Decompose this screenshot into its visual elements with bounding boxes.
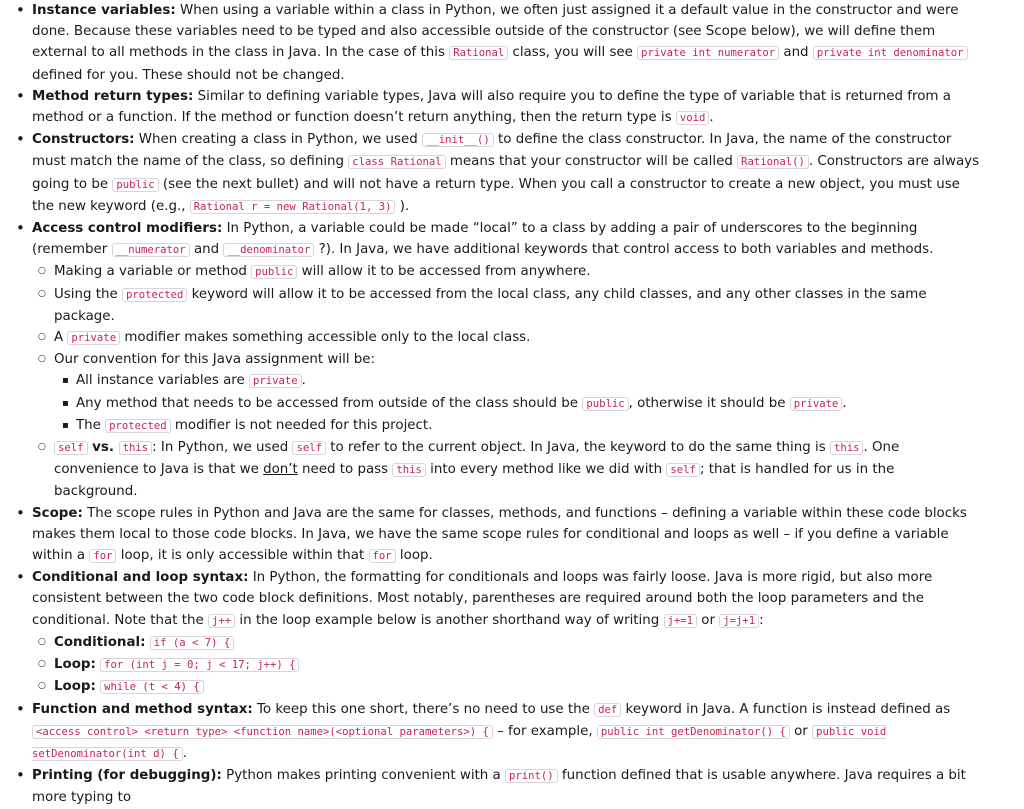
list-item-constructors: • Constructors: When creating a class in Python, we used __init__() to define the class constructor. In Java, the name of the constructor must match the name of the class, so defining class Rational means that your constructor will be called Rational() . Constructors are always going to be public (see the next bullet) and will not have a return type. When you call a constructor to create a new object, you must use the new keyword (e.g., Rational r = new Rational(1, 3) ). <box>32 129 982 218</box>
inline-code: this <box>392 463 426 477</box>
inline-code: Rational() <box>737 155 809 169</box>
term: Constructors: <box>32 132 135 148</box>
inline-code: j++ <box>208 614 235 628</box>
sub-item-self-vs-this: ○ self vs. this : In Python, we used self to refer to the current object. In Java, the keyword to do the same thing is this . One convenience to Java is that we don’t need to pass this into every method like we did with self ; that is handled for us in the background. <box>54 437 982 503</box>
inline-code: self <box>54 441 88 455</box>
convention-item: ▪ The protected modifier is not needed for this project. <box>76 415 982 437</box>
inline-code: public <box>251 265 297 279</box>
sub-item-public: ○ Making a variable or method public will allow it to be accessed from anywhere. <box>54 261 982 283</box>
inline-code: private int numerator <box>637 46 779 60</box>
convention-sublist <box>54 370 982 437</box>
inline-code: private <box>67 331 120 345</box>
inline-code: public int getDenominator() { <box>597 725 790 739</box>
list-item-conditional-loop: • Conditional and loop syntax: In Python, the formatting for conditionals and loops was fairly loose. Java is more rigid, but also more consistent between the two code block definitions. Most notably, parentheses are required around both the loop parameters and the conditional. Note that the j++ in the loop example below is another shorthand way of writing j+=1 or j=j+1 : ○ Conditional: if (a < 7) { ○ Loop: for (int j = 0; j < 17; j++) { ○ Loop: while (t < 4) { <box>32 567 982 698</box>
inline-code: this <box>830 441 864 455</box>
inline-code: j+=1 <box>664 614 698 628</box>
inline-code: self <box>666 463 700 477</box>
term: Function and method syntax: <box>32 701 253 717</box>
list-item-scope: • Scope: The scope rules in Python and Java are the same for classes, methods, and functions – defining a variable within these code blocks makes them local to those code blocks. In Java, we have the same scope rules for conditional and loops as well – if you define a variable within a for loop, it is only accessible within that for loop. <box>32 503 982 568</box>
inline-code: __init__() <box>422 133 494 147</box>
syntax-sublist <box>32 632 982 699</box>
inline-code: Rational r = new Rational(1, 3) <box>190 200 396 214</box>
term: Scope: <box>32 505 83 521</box>
term: Printing (for debugging): <box>32 768 222 784</box>
inline-code: public void setDenominator(int d) { <box>32 725 887 760</box>
inline-code: void <box>676 111 710 125</box>
convention-item: ▪ All instance variables are private . <box>76 370 982 392</box>
inline-code: public <box>582 397 628 411</box>
inline-code: protected <box>105 419 170 433</box>
list-item-method-return-types: • Method return types: Similar to defining variable types, Java will also require you to define the type of variable that is returned from a method or a function. If the method or function doesn’t return anything, then the return type is void . <box>32 86 982 129</box>
inline-code: while (t < 4) { <box>100 680 204 694</box>
term: Method return types: <box>32 88 194 104</box>
inline-code: self <box>292 441 326 455</box>
sub-item-while-loop: ○ Loop: while (t < 4) { <box>54 676 982 698</box>
inline-code: print() <box>505 769 558 783</box>
sub-item-protected: ○ Using the protected keyword will allow it to be accessed from the local class, any child classes, and any other classes in the same package. <box>54 284 982 327</box>
guidelines-list <box>32 0 982 809</box>
inline-code: for <box>369 549 396 563</box>
inline-code: __numerator <box>112 243 190 257</box>
term: Access control modifiers: <box>32 221 223 237</box>
list-item-access-control: • Access control modifiers: In Python, a variable could be made “local” to a class by adding a pair of underscores to the beginning (remember __numerator and __denominator ?). In Java, we have additional keywords that control access to both variables and methods. ○ Making a variable or method public will allow it to be accessed from anywhere. ○ Using the protected keyword will allow it to be accessed from the local class, any child classes, and any other classes in the same package. ○ A private modifier makes something accessible only to the local class. ○ Our convention for this Java assignment will be: ▪ All instance variables are private . ▪ Any method that needs to be accessed from outside of the class should be public , otherwise it should be private . ▪ The protected modifier is not needed for this project. ○ self vs. this : In Python, we used self to refer to the current object. In Java, the keyword to do the same thing is this . One convenience to Java is that we don’t need to pass this into every method like we did with self ; that is handled for us in the background. <box>32 218 982 503</box>
inline-code: class Rational <box>348 155 445 169</box>
inline-code: for (int j = 0; j < 17; j++) { <box>100 658 299 672</box>
list-item-function-syntax: • Function and method syntax: To keep this one short, there’s no need to use the def keyword in Java. A function is instead defined as <access control> <return type> <function name>(<optional parameters>) { – for example, public int getDenominator() { or public void setDenominator(int d) { . <box>32 699 982 766</box>
sub-item-for-loop: ○ Loop: for (int j = 0; j < 17; j++) { <box>54 654 982 676</box>
inline-code: public <box>112 178 158 192</box>
inline-code: private int denominator <box>813 46 968 60</box>
sub-item-conditional: ○ Conditional: if (a < 7) { <box>54 632 982 654</box>
access-control-sublist <box>32 261 982 502</box>
inline-code: if (a < 7) { <box>150 636 235 650</box>
term: Conditional and loop syntax: <box>32 570 249 586</box>
sub-item-convention: ○ Our convention for this Java assignment will be: ▪ All instance variables are private . ▪ Any method that needs to be accessed from outside of the class should be public , otherwise it should be private . ▪ The protected modifier is not needed for this project. <box>54 349 982 437</box>
inline-code: protected <box>122 288 187 302</box>
inline-code: def <box>594 703 621 717</box>
inline-code: this <box>119 441 153 455</box>
inline-code: <access control> <return type> <function name>(<optional parameters>) { <box>32 725 493 739</box>
inline-code: __denominator <box>223 243 314 257</box>
convention-item: ▪ Any method that needs to be accessed from outside of the class should be public , otherwise it should be private . <box>76 393 982 415</box>
inline-code: Rational <box>449 46 508 60</box>
term: Instance variables: <box>32 3 176 18</box>
sub-item-private: ○ A private modifier makes something accessible only to the local class. <box>54 327 982 349</box>
inline-code: for <box>89 549 116 563</box>
inline-code: private <box>249 374 302 388</box>
list-item-printing: • Printing (for debugging): Python makes printing convenient with a print() function defined that is usable anywhere. Java requires a bit more typing to <box>32 765 982 808</box>
inline-code: j=j+1 <box>719 614 759 628</box>
list-item-instance-variables: • Instance variables: When using a variable within a class in Python, we often just assigned it a default value in the constructor and were done. Because these variables need to be typed and also accessible outside of the constructor (see Scope below), we will define them external to all methods in the class in Java. In the case of this Rational class, you will see private int numerator and private int denominator defined for you. These should not be changed. <box>32 0 982 86</box>
inline-code: private <box>790 397 843 411</box>
